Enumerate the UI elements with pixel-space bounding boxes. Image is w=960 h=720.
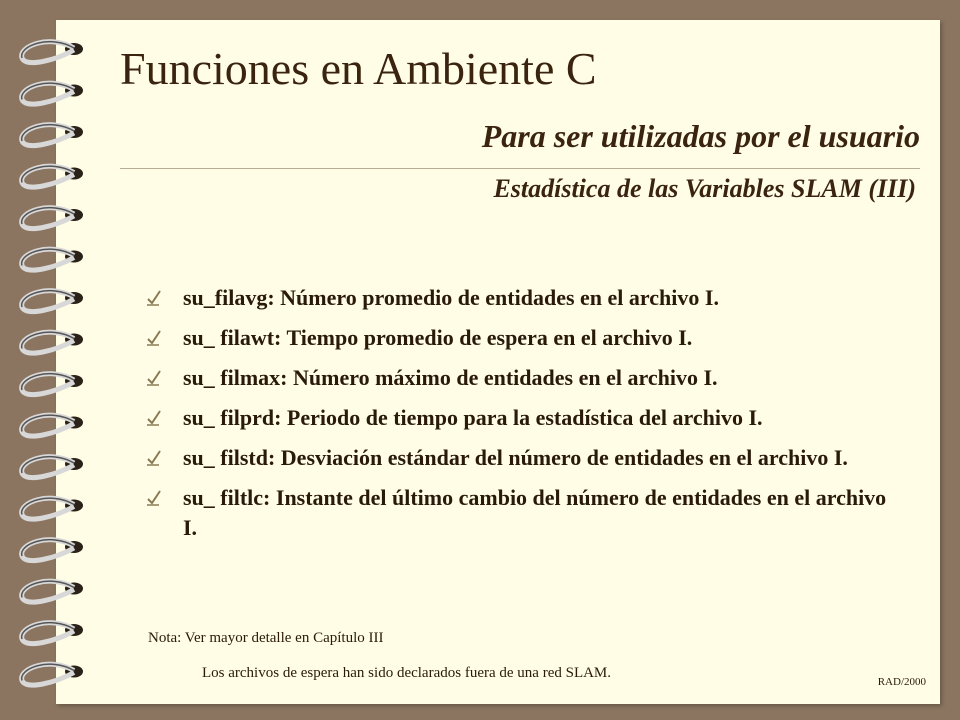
checkmark-bullet-icon bbox=[145, 289, 163, 307]
item-text: su_ filtlc: Instante del último cambio del número de entidades en el archivo I. bbox=[183, 485, 887, 540]
list-item bbox=[145, 403, 905, 433]
bullet-list bbox=[145, 283, 905, 553]
binding-ring bbox=[22, 457, 83, 478]
spiral-binding-icon bbox=[0, 0, 110, 720]
binding-ring bbox=[22, 374, 83, 395]
binding-ring bbox=[22, 540, 83, 561]
item-text: su_ filstd: Desviación estándar del número de entidades en el archivo I. bbox=[183, 445, 848, 470]
item-text: su_filavg: Número promedio de entidades en el archivo I. bbox=[183, 285, 719, 310]
checkmark-bullet-icon bbox=[145, 329, 163, 347]
item-text: su_ filprd: Periodo de tiempo para la estadística del archivo I. bbox=[183, 405, 763, 430]
binding-ring bbox=[22, 498, 83, 519]
footer-credit: RAD/2000 bbox=[877, 676, 926, 688]
binding-ring bbox=[22, 581, 83, 602]
binding-ring bbox=[22, 83, 83, 104]
item-text: su_ filawt: Tiempo promedio de espera en el archivo I. bbox=[183, 325, 693, 350]
binding-ring bbox=[22, 291, 83, 312]
list-item bbox=[145, 483, 905, 543]
list-item bbox=[145, 443, 905, 473]
section-heading: Estadística de las Variables SLAM (III) bbox=[493, 174, 916, 203]
binding-ring bbox=[22, 623, 83, 644]
binding-ring bbox=[22, 249, 83, 270]
checkmark-bullet-icon bbox=[145, 409, 163, 427]
binding-ring bbox=[22, 208, 83, 229]
binding-ring bbox=[22, 415, 83, 436]
list-item bbox=[145, 283, 905, 313]
list-item bbox=[145, 363, 905, 393]
item-text: su_ filmax: Número máximo de entidades en el archivo I. bbox=[183, 365, 718, 390]
binding-ring bbox=[22, 332, 83, 353]
binding-ring bbox=[22, 664, 83, 685]
binding-ring bbox=[22, 166, 83, 187]
binding-ring bbox=[22, 125, 83, 146]
binding-ring bbox=[22, 42, 83, 63]
checkmark-bullet-icon bbox=[145, 369, 163, 387]
note-chapter: Nota: Ver mayor detalle en Capítulo III bbox=[148, 630, 384, 646]
slide-title: Funciones en Ambiente C bbox=[120, 43, 597, 94]
checkmark-bullet-icon bbox=[145, 489, 163, 507]
slide-subtitle: Para ser utilizadas por el usuario bbox=[481, 118, 920, 154]
list-item bbox=[145, 323, 905, 353]
checkmark-bullet-icon bbox=[145, 449, 163, 467]
divider bbox=[120, 168, 920, 169]
note-declaration: Los archivos de espera han sido declarados fuera de una red SLAM. bbox=[202, 665, 612, 681]
